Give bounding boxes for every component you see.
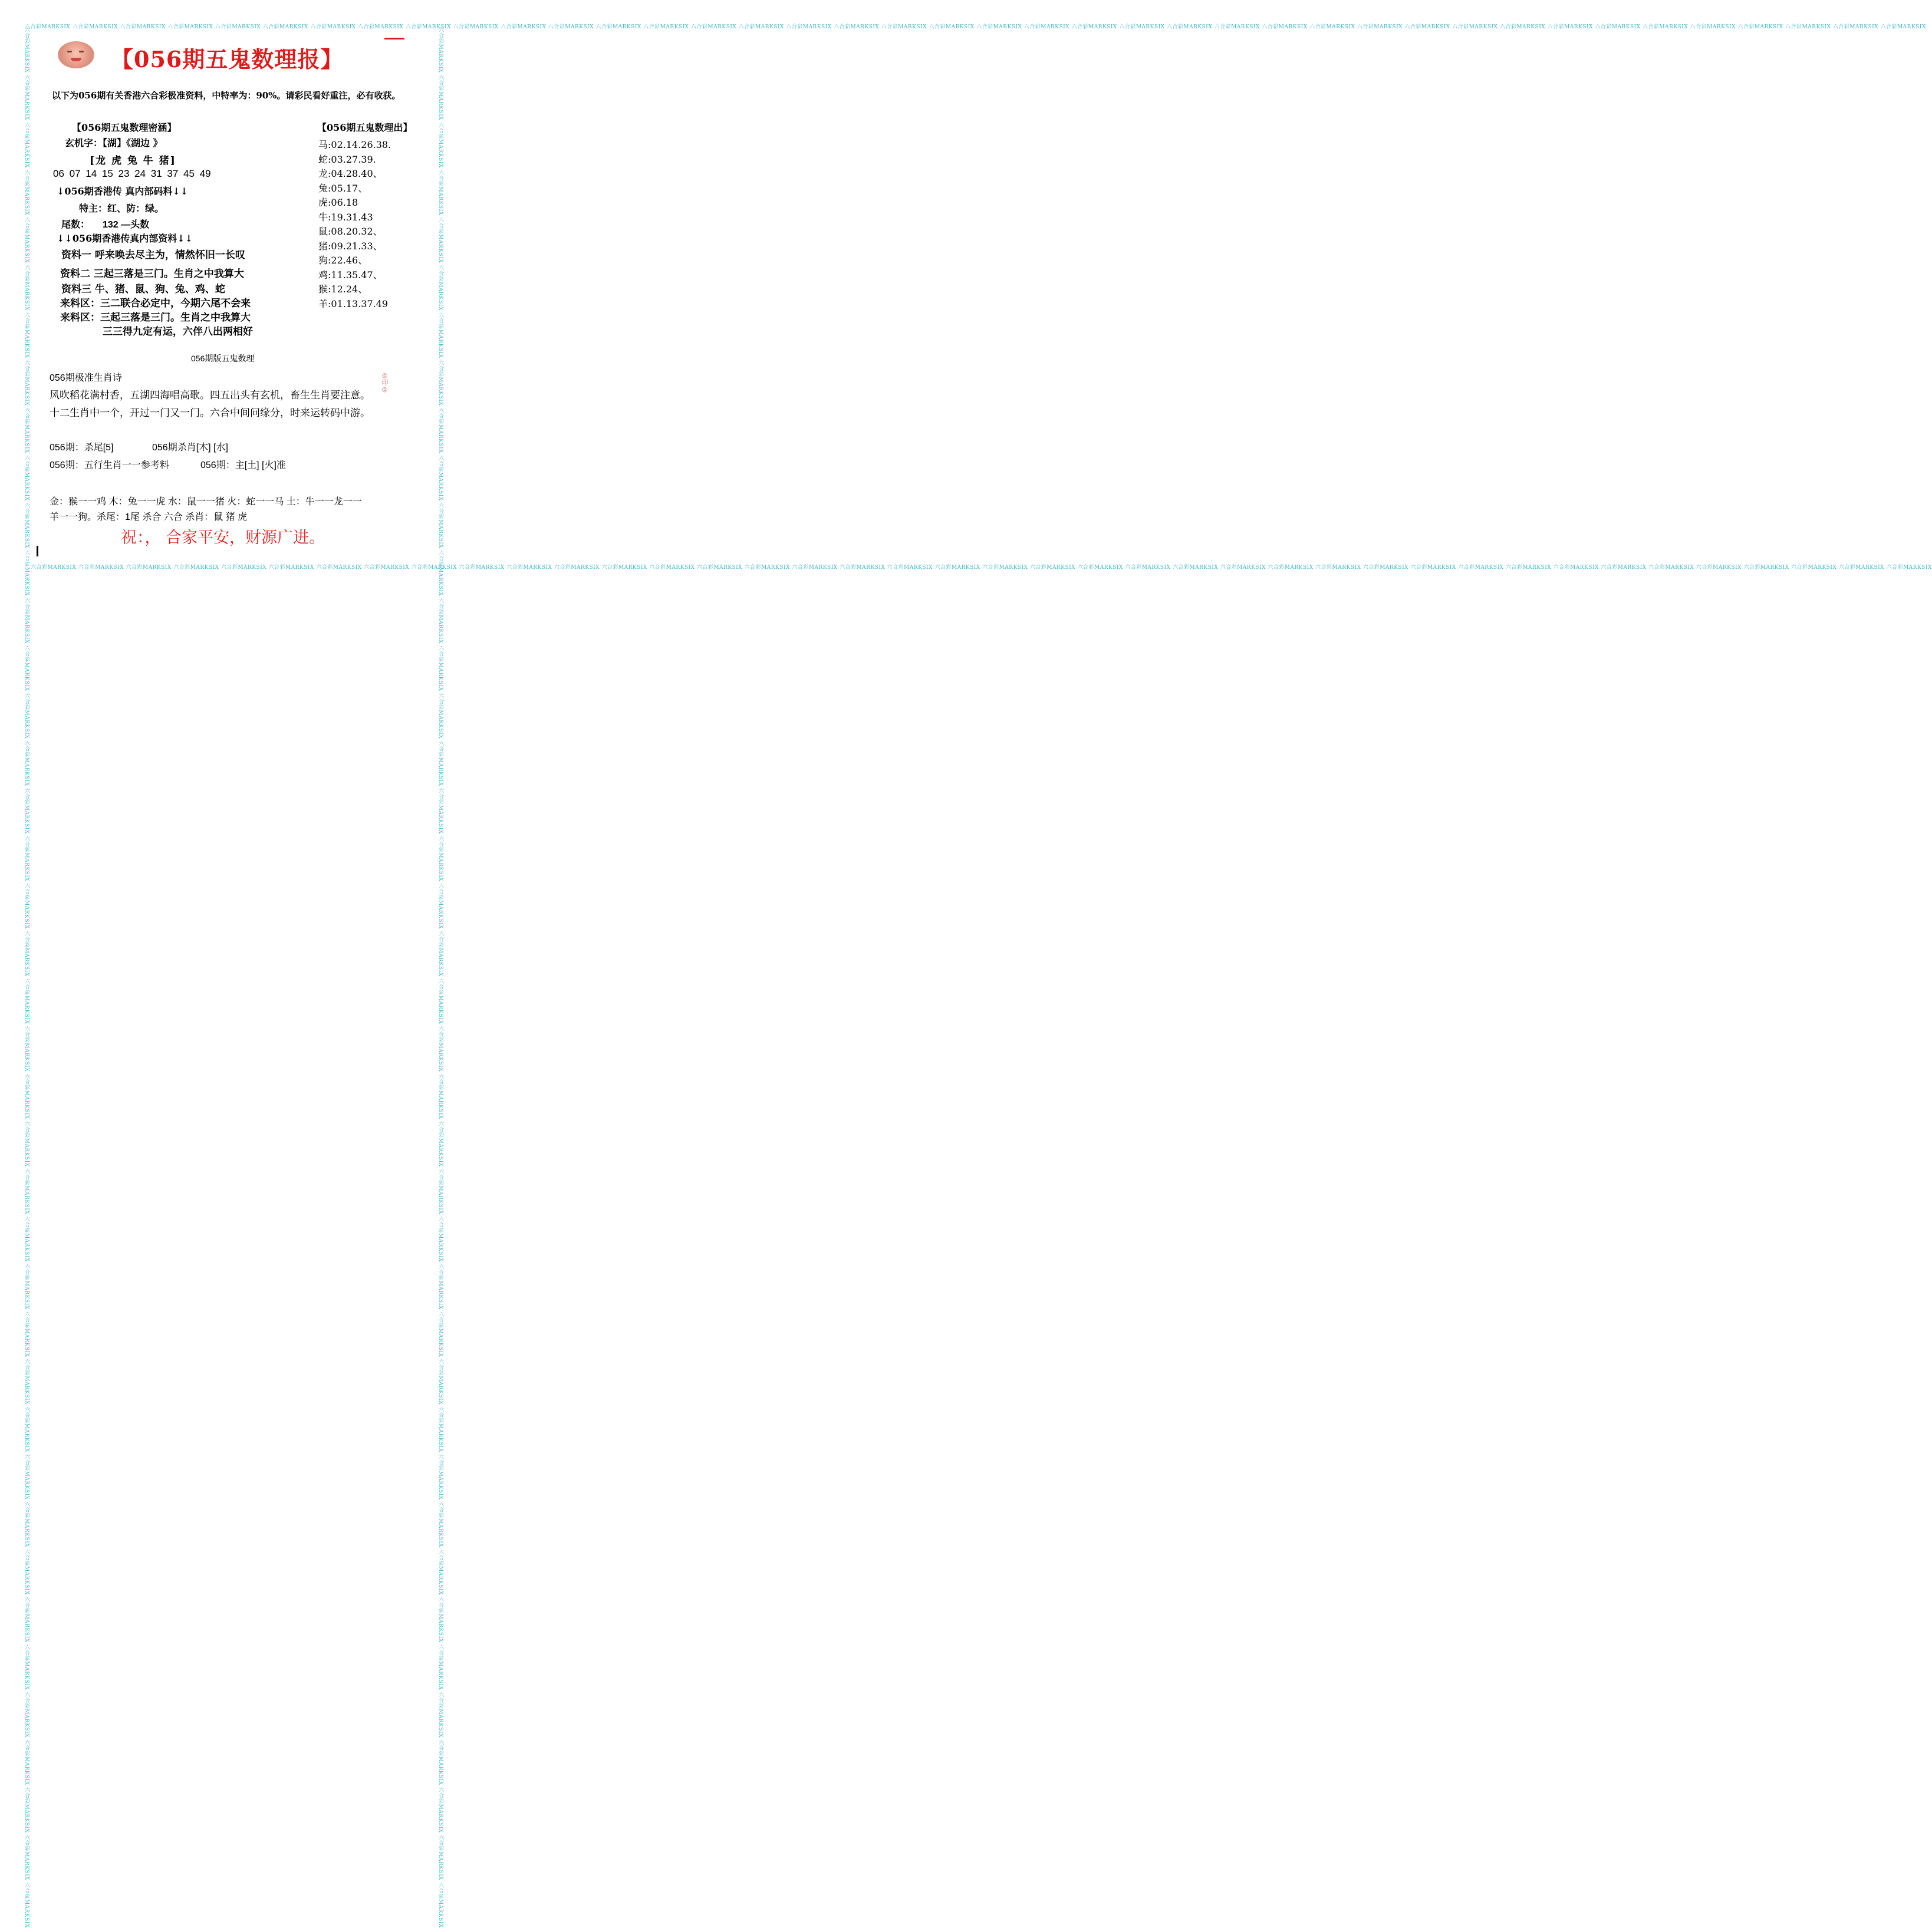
kill-zodiac: 056期杀肖[木] [水] — [152, 443, 228, 453]
list-item: 狗:22.46、 — [318, 255, 368, 266]
list-item: 猪:09.21.33、 — [318, 240, 383, 252]
weishu-label: 尾数： — [61, 219, 90, 230]
hk-data-heading: ↓↓056期香港传真内部资料↓↓ — [57, 233, 193, 244]
border-right: 六合彩MARKSIX 六合彩MARKSIX 六合彩MARKSIX 六合彩MARKSIX 六合彩MARKSIX 六合彩MARKSIX 六合彩MARKSIX 六合彩MARKSIX 六合彩MARKSIX 六合彩MARKSIX 六合彩MARKSIX 六合彩MARKSIX 六合彩MARKSIX 六合彩MARKSIX 六合彩MARKSIX 六合彩MARKSIX 六合彩MARKSIX 六合彩MARKSIX 六合彩MARKSIX 六合彩MARKSIX 六合彩MARKSIX 六合彩MARKSIX 六合彩MARKSIX 六合彩MARKSIX 六合彩MARKSIX 六合彩MARKSIX 六合彩MARKSIX 六合彩MARKSIX 六合彩MARKSIX 六合彩MARKSIX 六合彩MARKSIX 六合彩MARKSIX 六合彩MARKSIX 六合彩MARKSIX 六合彩MARKSIX 六合彩MARKSIX 六合彩MARKSIX 六合彩MARKSIX 六合彩MARKSIX 六合彩MARKSIX — [437, 27, 443, 1928]
list-item: 鸡:11.35.47、 — [318, 269, 383, 281]
list-item: 猴:12.24、 — [318, 284, 368, 295]
section-subtitle: 056期版五鬼数理 — [191, 354, 255, 363]
face-avatar-icon — [58, 41, 94, 68]
ziliao-3: 资料三 牛、猪、鼠、狗、兔、鸡、蛇 — [61, 284, 225, 295]
list-item: 龙:04.28.40、 — [318, 168, 383, 179]
list-item: 牛:19.31.43 — [318, 211, 373, 223]
laiqu-1: 来料区：三二联合必定中，今期六尾不会来 — [60, 298, 251, 309]
list-item: 马:02.14.26.38. — [318, 139, 391, 150]
hk-code-heading: ↓056期香港传 真内部码料↓↓ — [57, 186, 189, 197]
red-mark — [384, 38, 404, 39]
ziliao-1: 资料一 呼来唤去尽主为，情然怀旧一长叹 — [61, 249, 245, 261]
left-heading: 【056期五鬼数理密涵】 — [72, 122, 177, 133]
page-title: 【056期五鬼数理报】 — [111, 46, 344, 72]
list-item: 虎:06.18 — [318, 197, 358, 208]
margin-mark — [37, 546, 38, 556]
seal-stamp-icon: ◎印◎ — [381, 371, 389, 393]
xuanji-text: 玄机字：【湖】《湖边 》 — [65, 137, 163, 149]
summary-line-1: 金：猴一一鸡 木：兔一一虎 水：鼠一一猪 火：蛇一一马 土：牛一一龙一一 — [50, 497, 362, 507]
weishu-value: 132 —头数 — [103, 220, 150, 230]
laiqu-2: 来料区：三起三落是三门。生肖之中我算大 — [60, 312, 251, 324]
right-heading: 【056期五鬼数理出】 — [317, 122, 413, 133]
list-item: 蛇:03.27.39. — [318, 153, 376, 165]
poem-line-2: 十二生肖中一个，开过一门又一门。六合中间问缘分，时来运转码中游。 — [50, 407, 370, 418]
list-item: 羊:01.13.37.49 — [318, 298, 389, 309]
number-list: 06 07 14 15 23 24 31 37 45 49 — [53, 168, 211, 179]
zodiac-list: [龙 虎 兔 牛 猪] — [90, 155, 176, 167]
main-text: 056期：主[土] [火]准 — [200, 460, 286, 470]
laiqu-3: 三三得九定有运，六伴八出两相好 — [103, 326, 253, 338]
summary-line-2: 羊一一狗。杀尾：1尾 杀合 六合 杀肖：鼠 猪 虎 — [50, 512, 248, 522]
intro-text: 以下为056期有关香港六合彩极准资料，中特率为：90%。请彩民看好重注，必有收获。 — [52, 90, 401, 101]
border-bottom: 六合彩MARKSIX 六合彩MARKSIX 六合彩MARKSIX 六合彩MARKSIX 六合彩MARKSIX 六合彩MARKSIX 六合彩MARKSIX 六合彩MARKSIX 六合彩MARKSIX 六合彩MARKSIX 六合彩MARKSIX 六合彩MARKSIX 六合彩MARKSIX 六合彩MARKSIX 六合彩MARKSIX 六合彩MARKSIX 六合彩MARKSIX 六合彩MARKSIX 六合彩MARKSIX 六合彩MARKSIX 六合彩MARKSIX 六合彩MARKSIX 六合彩MARKSIX 六合彩MARKSIX 六合彩MARKSIX 六合彩MARKSIX 六合彩MARKSIX 六合彩MARKSIX 六合彩MARKSIX 六合彩MARKSIX 六合彩MARKSIX 六合彩MARKSIX 六合彩MARKSIX 六合彩MARKSIX 六合彩MARKSIX 六合彩MARKSIX 六合彩MARKSIX 六合彩MARKSIX 六合彩MARKSIX 六合彩MARKSIX — [31, 565, 1932, 571]
list-item: 鼠:08.20.32、 — [318, 226, 383, 237]
poem-line-1: 风吹稻花满村香，五湖四海唱高歌。四五出头有玄机，畜生生肖要注意。 — [50, 390, 370, 401]
blessing-text: 祝：， 合家平安，财源广进。 — [121, 529, 325, 547]
border-left: 六合彩MARKSIX 六合彩MARKSIX 六合彩MARKSIX 六合彩MARKSIX 六合彩MARKSIX 六合彩MARKSIX 六合彩MARKSIX 六合彩MARKSIX 六合彩MARKSIX 六合彩MARKSIX 六合彩MARKSIX 六合彩MARKSIX 六合彩MARKSIX 六合彩MARKSIX 六合彩MARKSIX 六合彩MARKSIX 六合彩MARKSIX 六合彩MARKSIX 六合彩MARKSIX 六合彩MARKSIX 六合彩MARKSIX 六合彩MARKSIX 六合彩MARKSIX 六合彩MARKSIX 六合彩MARKSIX 六合彩MARKSIX 六合彩MARKSIX 六合彩MARKSIX 六合彩MARKSIX 六合彩MARKSIX 六合彩MARKSIX 六合彩MARKSIX 六合彩MARKSIX 六合彩MARKSIX 六合彩MARKSIX 六合彩MARKSIX 六合彩MARKSIX 六合彩MARKSIX 六合彩MARKSIX 六合彩MARKSIX — [24, 27, 29, 1928]
ziliao-2: 资料二 三起三落是三门。生肖之中我算大 — [60, 268, 244, 280]
poem-title: 056期极准生肖诗 — [50, 373, 122, 383]
zodiac-number-list — [318, 138, 391, 311]
border-top: 六合彩MARKSIX 六合彩MARKSIX 六合彩MARKSIX 六合彩MARKSIX 六合彩MARKSIX 六合彩MARKSIX 六合彩MARKSIX 六合彩MARKSIX 六合彩MARKSIX 六合彩MARKSIX 六合彩MARKSIX 六合彩MARKSIX 六合彩MARKSIX 六合彩MARKSIX 六合彩MARKSIX 六合彩MARKSIX 六合彩MARKSIX 六合彩MARKSIX 六合彩MARKSIX 六合彩MARKSIX 六合彩MARKSIX 六合彩MARKSIX 六合彩MARKSIX 六合彩MARKSIX 六合彩MARKSIX 六合彩MARKSIX 六合彩MARKSIX 六合彩MARKSIX 六合彩MARKSIX 六合彩MARKSIX 六合彩MARKSIX 六合彩MARKSIX 六合彩MARKSIX 六合彩MARKSIX 六合彩MARKSIX 六合彩MARKSIX 六合彩MARKSIX 六合彩MARKSIX 六合彩MARKSIX 六合彩MARKSIX — [25, 24, 1926, 30]
wuxing-text: 056期：五行生肖一一参考料 — [50, 460, 169, 470]
kill-tail: 056期：杀尾[5] — [50, 443, 114, 453]
list-item: 兔:05.17、 — [318, 182, 368, 194]
tezhu-text: 特主：红、防：绿。 — [79, 203, 164, 214]
